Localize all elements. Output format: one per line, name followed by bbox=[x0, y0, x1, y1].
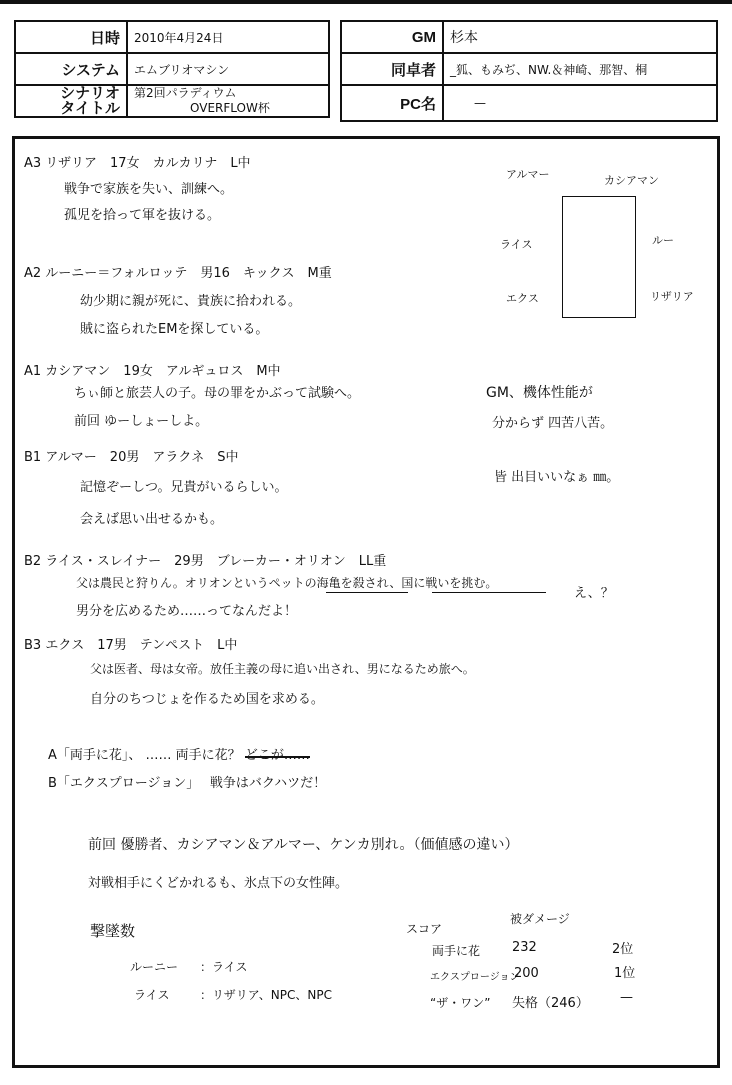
char-b1-line2: 会えば思い出せるかも。 bbox=[80, 512, 224, 527]
char-a2-head: A2 ルーニー＝フォルロッテ 男16 キックス M重 bbox=[24, 266, 332, 281]
map-rice: ライス bbox=[500, 238, 533, 251]
scenario-value-line2: OVERFLOW杯 bbox=[190, 101, 270, 115]
map-ex: エクス bbox=[506, 292, 539, 305]
session-info-table bbox=[14, 20, 330, 118]
score-row1-rank: 2位 bbox=[612, 942, 634, 957]
team-b-label: B「エクスプロージョン」 bbox=[48, 776, 193, 791]
system-label: システム bbox=[15, 53, 127, 85]
participants-table bbox=[340, 20, 718, 122]
char-a1-line1: ちぃ師と旅芸人の子。母の罪をかぶって試験へ。 bbox=[74, 386, 361, 401]
char-b2-line2: 男分を広めるため……ってなんだよ！ bbox=[76, 604, 298, 619]
team-a-label: A「両手に花」 bbox=[48, 748, 129, 763]
kills-row2-name: ライス bbox=[134, 988, 170, 1002]
kills-title: 撃墜数 bbox=[90, 922, 136, 940]
char-b2-head: B2 ライス・スレイナー 29男 ブレーカー・オリオン LL重 bbox=[24, 554, 387, 569]
underline-umigame bbox=[326, 592, 408, 594]
underline-kuni bbox=[432, 592, 546, 594]
score-row2-rank: 1位 bbox=[614, 966, 636, 981]
char-a1-line2: 前回 ゆーしょーしよ。 bbox=[74, 414, 209, 429]
system-value: エムブリオマシン bbox=[127, 53, 329, 85]
map-arena bbox=[562, 196, 636, 318]
date-value: 2010年4月24日 bbox=[127, 21, 329, 53]
map-kashiaman: カシアマン bbox=[604, 174, 659, 187]
summary-line1: 前回 優勝者、カシアマン＆アルマー、ケンカ別れ。（価値感の違い） bbox=[88, 837, 519, 853]
pc-label: PC名 bbox=[341, 85, 443, 121]
map-lizaria: リザリア bbox=[650, 290, 694, 303]
score-row2-team: エクスプロージョン bbox=[430, 972, 520, 983]
char-b3-line2: 自分のちつじょを作るため国を求める。 bbox=[90, 692, 324, 707]
score-row2-value: 200 bbox=[514, 966, 539, 981]
score-title: スコア bbox=[406, 922, 443, 936]
char-a3-head: A3 リザリア 17女 カルカリナ L中 bbox=[24, 156, 251, 171]
score-row3-value: 失格（246） bbox=[512, 996, 589, 1011]
char-a1-head: A1 カシアマン 19女 アルギュロス M中 bbox=[24, 364, 281, 379]
score-row3-rank: — bbox=[620, 990, 633, 1005]
gm-value: 杉本 bbox=[443, 21, 717, 53]
char-b3-line1: 父は医者、母は女帝。放任主義の母に追い出され、男になるため旅へ。 bbox=[90, 662, 475, 676]
score-row3-team: “ザ・ワン” bbox=[430, 996, 491, 1010]
gm-note-2: 分からず 四苦八苦。 bbox=[492, 416, 614, 431]
score-row1-team: 両手に花 bbox=[432, 944, 481, 958]
kills-row1-target: ：ライス bbox=[200, 960, 248, 974]
kills-row1-name: ルーニー bbox=[130, 960, 179, 974]
date-label: 日時 bbox=[15, 21, 127, 53]
scenario-label-line2: タイトル bbox=[60, 100, 120, 117]
score-column: 被ダメージ bbox=[510, 912, 570, 926]
gm-label: GM bbox=[341, 21, 443, 53]
char-b2-line1: 父は農民と狩りん。オリオンというペットの海亀を殺され、国に戦いを挑む。 bbox=[76, 576, 498, 590]
char-a3-line1: 戦争で家族を失い、訓練へ。 bbox=[64, 182, 234, 197]
scenario-value-line1: 第2回パラディウム bbox=[134, 86, 237, 100]
map-almar: アルマー bbox=[506, 168, 550, 181]
scenario-value bbox=[127, 85, 329, 117]
char-b1-line1: 記憶ぞーしつ。兄貴がいるらしい。 bbox=[80, 480, 288, 495]
char-a2-line1: 幼少期に親が死に、貴族に拾われる。 bbox=[80, 294, 302, 309]
players-value: _狐、もみぢ、NW.＆神崎、那智、桐 bbox=[443, 53, 717, 85]
char-b1-head: B1 アルマー 20男 アラクネ S中 bbox=[24, 450, 239, 465]
team-a: A「両手に花」、 …… 両手に花？ どこが…… bbox=[48, 748, 310, 763]
team-a-comment: …… 両手に花？ bbox=[145, 748, 241, 763]
team-a-struck: どこが…… bbox=[244, 748, 310, 763]
char-a2-line2: 賊に盗られたEMを探している。 bbox=[80, 322, 269, 337]
kills-row2-target: ：リザリア、NPC、NPC bbox=[200, 988, 332, 1002]
gm-note-3: 皆 出目いいなぁ ㎜。 bbox=[494, 470, 620, 485]
score-row1-value: 232 bbox=[512, 940, 537, 955]
scenario-label bbox=[15, 85, 127, 117]
top-rule bbox=[0, 0, 732, 4]
pc-value: — bbox=[443, 85, 717, 121]
char-a3-line2: 孤児を拾って軍を抜ける。 bbox=[64, 208, 221, 223]
gm-note-1: GM、機体性能が bbox=[486, 385, 593, 401]
players-label: 同卓者 bbox=[341, 53, 443, 85]
char-b3-head: B3 エクス 17男 テンペスト L中 bbox=[24, 638, 238, 653]
scenario-label-line1: シナリオ bbox=[60, 85, 120, 102]
map-ru: ルー bbox=[652, 234, 674, 247]
team-b-comment: 戦争はバクハツだ！ bbox=[209, 776, 327, 791]
team-b bbox=[48, 772, 326, 791]
summary-line2: 対戦相手にくどかれるも、氷点下の女性陣。 bbox=[88, 876, 349, 891]
aside-eh: え、？ bbox=[574, 586, 614, 601]
